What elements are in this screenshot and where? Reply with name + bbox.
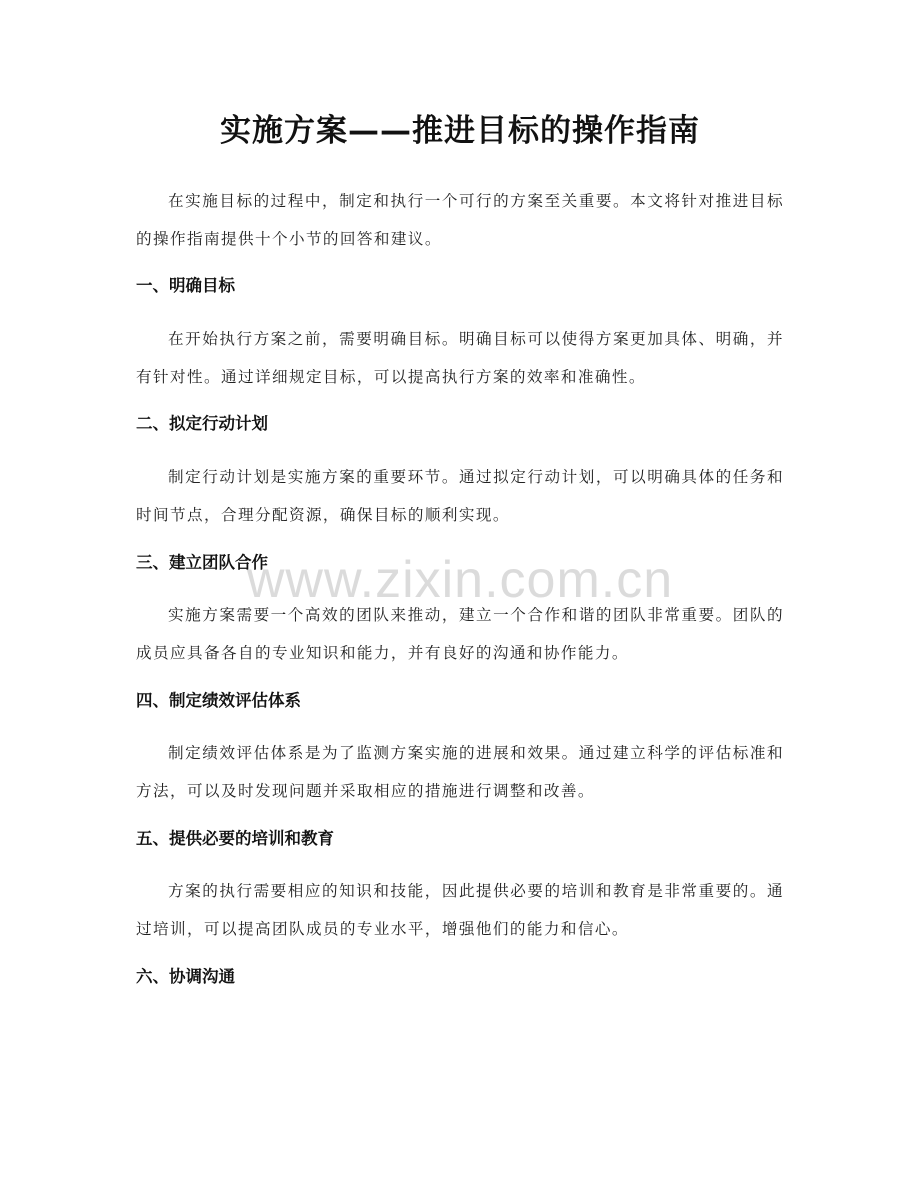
intro-paragraph: 在实施目标的过程中，制定和执行一个可行的方案至关重要。本文将针对推进目标的操作指南提供十个小节的回答和建议。 <box>136 192 784 248</box>
section-body-1: 在开始执行方案之前，需要明确目标。明确目标可以使得方案更加具体、明确，并有针对性。通过详细规定目标，可以提高执行方案的效率和准确性。 <box>136 330 784 386</box>
section-heading-3: 三、建立团队合作 <box>136 553 268 572</box>
section-body-3: 实施方案需要一个高效的团队来推动，建立一个合作和谐的团队非常重要。团队的成员应具备各自的专业知识和能力，并有良好的沟通和协作能力。 <box>136 606 784 662</box>
watermark: www.zixin.com.cn <box>246 551 674 609</box>
section-heading-1: 一、明确目标 <box>136 276 235 295</box>
section-body-2: 制定行动计划是实施方案的重要环节。通过拟定行动计划，可以明确具体的任务和时间节点，合理分配资源，确保目标的顺利实现。 <box>136 468 784 524</box>
section-body-4: 制定绩效评估体系是为了监测方案实施的进展和效果。通过建立科学的评估标准和方法，可以及时发现问题并采取相应的措施进行调整和改善。 <box>136 744 784 800</box>
section-heading-6: 六、协调沟通 <box>136 967 235 986</box>
section-heading-2: 二、拟定行动计划 <box>136 414 268 433</box>
section-heading-5: 五、提供必要的培训和教育 <box>136 829 334 848</box>
document-title: 实施方案——推进目标的操作指南 <box>220 113 700 149</box>
section-heading-4: 四、制定绩效评估体系 <box>136 691 301 710</box>
section-body-5: 方案的执行需要相应的知识和技能，因此提供必要的培训和教育是非常重要的。通过培训，可以提高团队成员的专业水平，增强他们的能力和信心。 <box>136 882 784 938</box>
